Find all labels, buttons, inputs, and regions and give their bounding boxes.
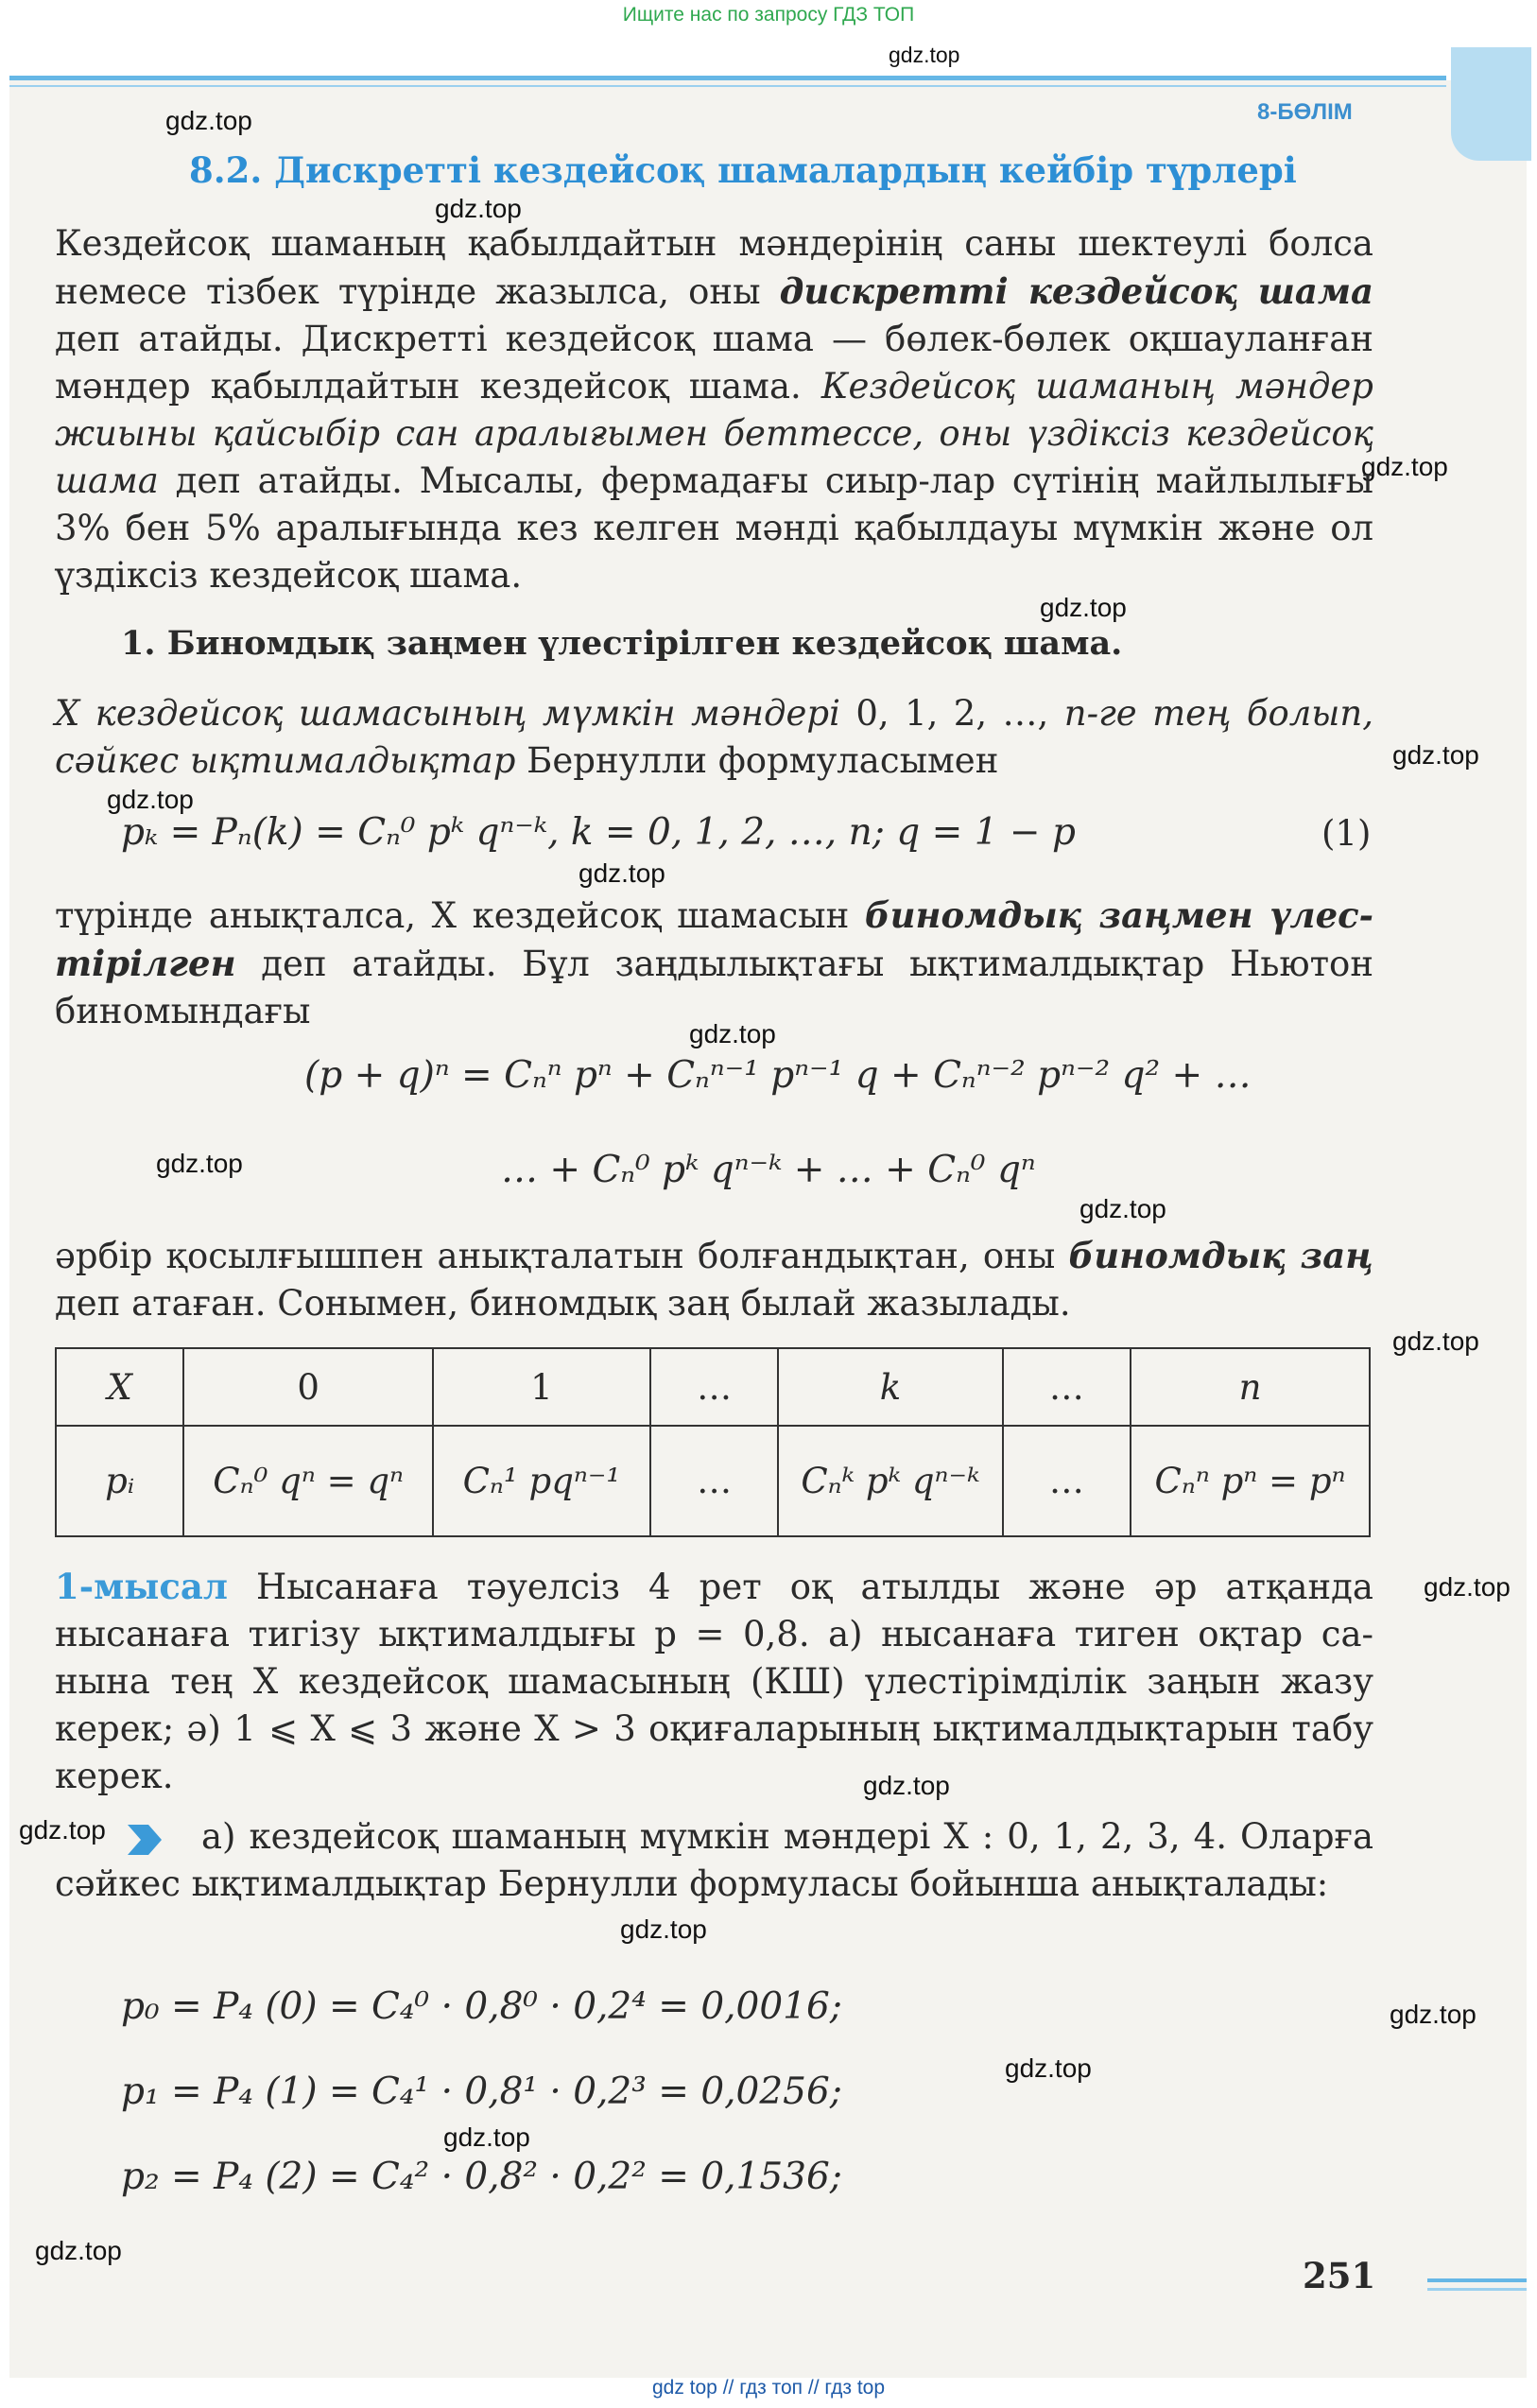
- calc-p0: p₀ = P₄ (0) = C₄⁰ · 0,8⁰ · 0,2⁴ = 0,0016;: [121, 1985, 842, 2028]
- watermark: gdz.top: [689, 1019, 776, 1048]
- watermark: gdz.top: [620, 1914, 707, 1944]
- table-cell: …: [650, 1348, 778, 1426]
- watermark: gdz.top: [889, 43, 960, 67]
- binomial-definition: түрінде анықталса, X кездейсоқ шамасын биномдық заңмен үлес-тірілген деп атайды. Бұл заңдылықтағы ықтималдықтар Ньютон биномындағы: [55, 894, 1373, 1031]
- watermark: gdz.top: [1040, 593, 1127, 622]
- table-cell: Cₙᵏ pᵏ qⁿ⁻ᵏ: [778, 1426, 1002, 1536]
- watermark: gdz.top: [1392, 740, 1479, 770]
- binomial-distribution-table: [55, 1347, 1371, 1537]
- table-cell: pᵢ: [56, 1426, 183, 1536]
- example-problem: 1-мысал Нысанаға тәуелсіз 4 рет оқ атылды және әр атқанда нысанаға тигізу ықтималдығы p = 0,8. а) нысанаға тиген оқтар са-нына тең X кездейсоқ шамасының (КШ) үлестірімділік заңын жазу керек; ә) 1 ⩽ X ⩽ 3 және X > 3 оқиғаларының ықтималдықтарын табу керек.: [55, 1566, 1373, 1796]
- binomial-intro: X кездейсоқ шамасының мүмкін мәндері 0, 1, 2, …, n-ге тең болып, сәйкес ықтималдықтар Бернулли формуласымен: [55, 693, 1373, 781]
- table-row: [56, 1348, 1370, 1426]
- watermark: gdz.top: [1079, 1194, 1166, 1223]
- section-label: 8-БӨЛІМ: [1257, 99, 1353, 125]
- watermark: gdz.top: [443, 2122, 530, 2152]
- watermark: gdz.top: [1361, 452, 1448, 481]
- watermark: gdz.top: [165, 106, 252, 135]
- table-cell: X: [56, 1348, 183, 1426]
- table-cell: …: [1003, 1348, 1131, 1426]
- table-cell: k: [778, 1348, 1002, 1426]
- table-cell: 1: [433, 1348, 650, 1426]
- table-cell: …: [650, 1426, 778, 1536]
- watermark: gdz.top: [156, 1149, 243, 1178]
- term-discrete: дискретті кездейсоқ шама: [779, 270, 1373, 312]
- term-binomial-distributed: биномдық заңмен үлес-тірілген: [55, 894, 1373, 984]
- example-label: 1-мысал: [55, 1566, 228, 1607]
- table-cell: 0: [183, 1348, 433, 1426]
- watermark: gdz.top: [863, 1771, 950, 1800]
- term-continuous-definition: Кездейсоқ шаманың мәндер жиыны қайсыбір сан аралығымен беттессе, оны үздіксіз кездейсоқ шама: [55, 366, 1373, 501]
- corner-tab: [1451, 47, 1531, 161]
- formula-number: (1): [1321, 813, 1372, 854]
- calc-p2: p₂ = P₄ (2) = C₄² · 0,8² · 0,2² = 0,1536;: [121, 2156, 842, 2198]
- bernoulli-formula: pₖ = Pₙ(k) = Cₙ⁰ pᵏ qⁿ⁻ᵏ, k = 0, 1, 2, …, n; q = 1 − p: [121, 811, 1076, 854]
- table-cell: Cₙ⁰ qⁿ = qⁿ: [183, 1426, 433, 1536]
- watermark: gdz.top: [1005, 2053, 1092, 2083]
- header-rule-thin: [9, 85, 1446, 87]
- watermark: gdz.top: [1424, 1572, 1511, 1602]
- page-number-rule-thin: [1427, 2288, 1527, 2291]
- watermark: gdz.top: [579, 858, 665, 888]
- intro-paragraph: Кездейсоқ шаманың қабылдайтын мәндерінің саны шектеулі болса немесе тізбек түрінде жазылса, оны дискретті кездейсоқ шама деп атайды. Дискретті кездейсоқ шама — бөлек-бөлек оқшауланған мәндер қабылдайтын кездейсоқ шама. Кездейсоқ шаманың мәндер жиыны қайсыбір сан аралығымен беттессе, оны үздіксіз кездейсоқ шама деп атайды. Мысалы, фермадағы сиыр-лар сүтінің майлылығы 3% бен 5% аралығында кез келген мәнді қабылдауы мүмкін және ол үздіксіз кездейсоқ шама.: [55, 223, 1373, 596]
- section-heading: 8.2. Дискретті кездейсоқ шамалардың кейбір түрлері: [189, 149, 1297, 191]
- watermark: gdz.top: [1390, 2000, 1477, 2029]
- table-row: [56, 1426, 1370, 1536]
- newton-binomial-line1: (p + q)ⁿ = Cₙⁿ pⁿ + Cₙⁿ⁻¹ pⁿ⁻¹ q + Cₙⁿ⁻² pⁿ⁻² q² + …: [304, 1054, 1252, 1097]
- watermark: gdz.top: [35, 2236, 122, 2265]
- watermark: gdz.top: [19, 1815, 106, 1845]
- page-number: 251: [1303, 2255, 1376, 2296]
- subheading: 1. Биномдық заңмен үлестірілген кездейсоқ шама.: [121, 624, 1123, 663]
- binomial-law-paragraph: әрбір қосылғышпен анықталатын болғандықтан, оны биномдық заң деп атаған. Сонымен, биномдық заң былай жазылады.: [55, 1235, 1373, 1324]
- header-rule: [9, 76, 1446, 80]
- watermark: gdz.top: [107, 785, 194, 814]
- table-cell: …: [1003, 1426, 1131, 1536]
- term-binomial-law: биномдық заң: [1068, 1235, 1373, 1276]
- watermark: gdz.top: [435, 194, 522, 223]
- table-cell: Cₙ¹ pqⁿ⁻¹: [433, 1426, 650, 1536]
- footer-links[interactable]: gdz top // гдз топ // гдз top: [651, 2377, 886, 2399]
- table-cell: n: [1131, 1348, 1370, 1426]
- watermark: gdz.top: [1392, 1326, 1479, 1356]
- calc-p1: p₁ = P₄ (1) = C₄¹ · 0,8¹ · 0,2³ = 0,0256;: [121, 2070, 842, 2113]
- top-notice[interactable]: Ищите нас по запросу ГДЗ ТОП: [622, 4, 915, 26]
- page-number-rule: [1427, 2278, 1527, 2282]
- solution-text: а) кездейсоқ шаманың мүмкін мәндері X : 0, 1, 2, 3, 4. Оларға сәйкес ықтималдықтар Бернулли формуласы бойынша анықталады:: [55, 1816, 1373, 1904]
- newton-binomial-line2: … + Cₙ⁰ pᵏ qⁿ⁻ᵏ + … + Cₙ⁰ qⁿ: [501, 1149, 1036, 1191]
- table-cell: Cₙⁿ pⁿ = pⁿ: [1131, 1426, 1370, 1536]
